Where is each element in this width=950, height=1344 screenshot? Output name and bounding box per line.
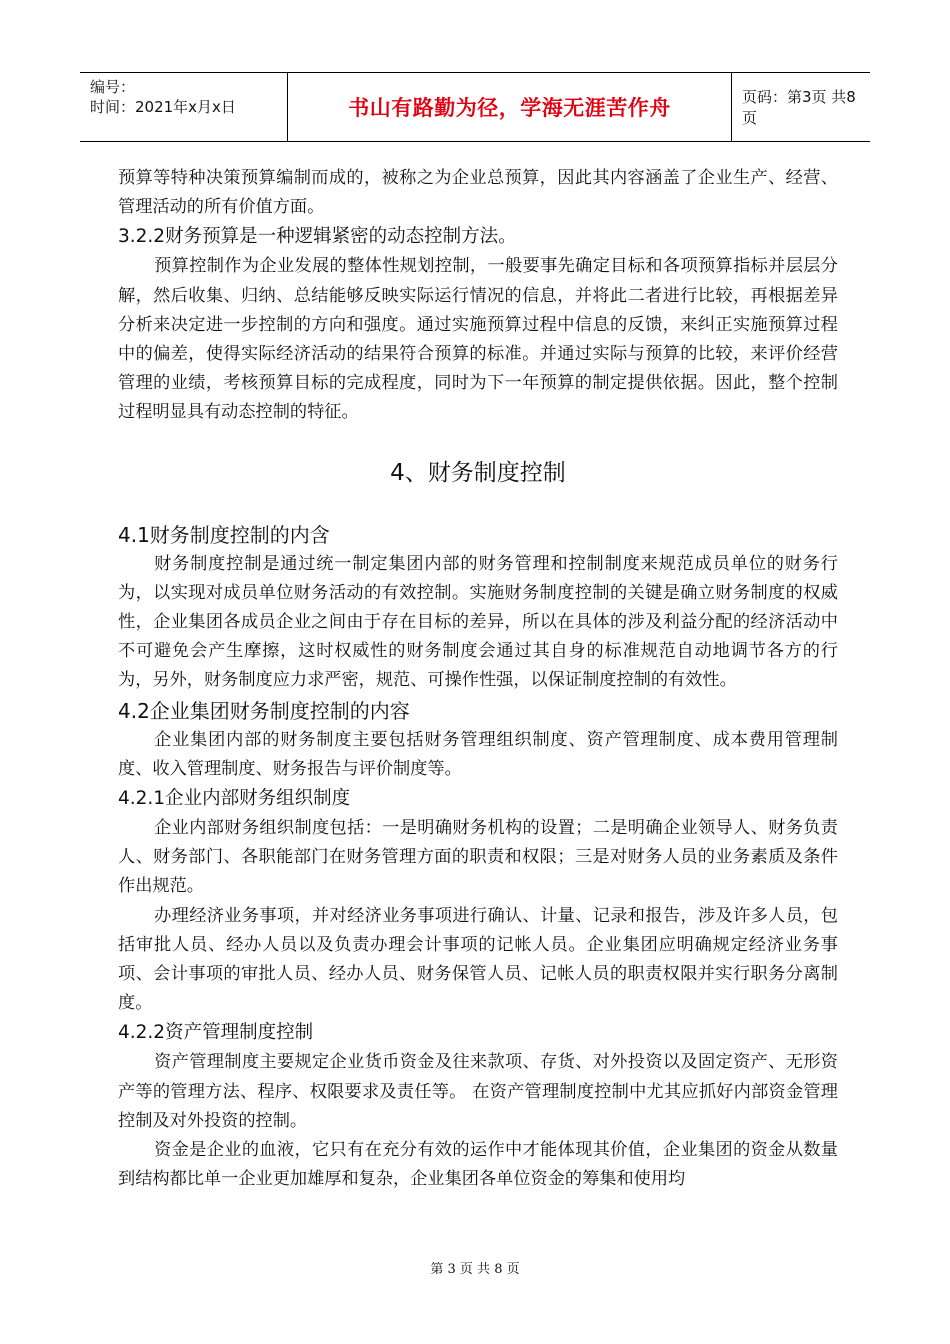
section-heading-4: 4、财务制度控制 bbox=[390, 459, 566, 486]
paragraph: 资金是企业的血液，它只有在充分有效的运作中才能体现其价值，企业集团的资金从数量到结构都比单一企业更加雄厚和复杂，企业集团各单位资金的筹集和使用均 bbox=[118, 1140, 838, 1190]
paragraph: 预算控制作为企业发展的整体性规划控制，一般要事先确定目标和各项预算指标并层层分解，然后收集、归纳、总结能够反映实际运行情况的信息，并将此二者进行比较，再根据差异分析来决定进一步控制的方向和强度。通过实施预算过程中信息的反馈，来纠正实施预算过程中的偏差，使得实际经济活动的结果符合预算的标准。并通过实际与预算的比较，来评价经营管理的业绩，考核预算目标的完成程度，同时为下一年预算的制定提供依据。因此，整个控制过程明显具有动态控制的特征。 bbox=[118, 256, 838, 423]
paragraph: 企业内部财务组织制度包括：一是明确财务机构的设置；二是明确企业领导人、财务负责人、财务部门、各职能部门在财务管理方面的职责和权限；三是对财务人员的业务素质及条件作出规范。 bbox=[118, 818, 838, 897]
paragraph: 企业集团内部的财务制度主要包括财务管理组织制度、资产管理制度、成本费用管理制度、收入管理制度、财务报告与评价制度等。 bbox=[118, 729, 838, 779]
paragraph: 预算等特种决策预算编制而成的，被称之为企业总预算，因此其内容涵盖了企业生产、经营、管理活动的所有价值方面。 bbox=[118, 168, 838, 218]
header-motto: 书山有路勤为径，学海无涯苦作舟 bbox=[288, 73, 732, 141]
page-footer: 第 3 页 共 8 页 bbox=[430, 1262, 520, 1277]
heading-4-1: 4.1财务制度控制的内含 bbox=[118, 522, 330, 547]
page-header-table bbox=[80, 72, 870, 142]
heading-4-2-2: 4.2.2资产管理制度控制 bbox=[118, 1022, 314, 1044]
header-info-cell bbox=[80, 73, 288, 141]
document-number-label: 编号： bbox=[90, 78, 136, 96]
paragraph: 资产管理制度主要规定企业货币资金及往来款项、存货、对外投资以及固定资产、无形资产等的管理方法、程序、权限要求及责任等。 在资产管理制度控制中尤其应抓好内部资金管理控制及对外投资的控制。 bbox=[118, 1052, 838, 1131]
document-time-label: 时间：2021年x月x日 bbox=[90, 98, 236, 116]
heading-4-2-1: 4.2.1企业内部财务组织制度 bbox=[118, 788, 351, 810]
paragraph: 办理经济业务事项，并对经济业务事项进行确认、计量、记录和报告，涉及许多人员，包括审批人员、经办人员以及负责办理会计事项的记帐人员。企业集团应明确规定经济业务事项、会计事项的审批人员、经办人员、财务保管人员、记帐人员的职责权限并实行职务分离制度。 bbox=[118, 905, 838, 1014]
heading-4-2: 4.2企业集团财务制度控制的内容 bbox=[118, 698, 410, 723]
document-body bbox=[118, 164, 838, 1194]
heading-3-2-2: 3.2.2财务预算是一种逻辑紧密的动态控制方法。 bbox=[118, 226, 517, 248]
header-page-label: 页码：第3页 共8页 bbox=[742, 88, 856, 127]
paragraph: 财务制度控制是通过统一制定集团内部的财务管理和控制制度来规范成员单位的财务行为，以实现对成员单位财务活动的有效控制。实施财务制度控制的关键是确立财务制度的权威性，企业集团各成员企业之间由于存在目标的差异，所以在具体的涉及利益分配的经济活动中不可避免会产生摩擦，这时权威性的财务制度会通过其自身的标准规范自动地调节各方的行为，另外，财务制度应力求严密，规范、可操作性强，以保证制度控制的有效性。 bbox=[118, 553, 838, 691]
